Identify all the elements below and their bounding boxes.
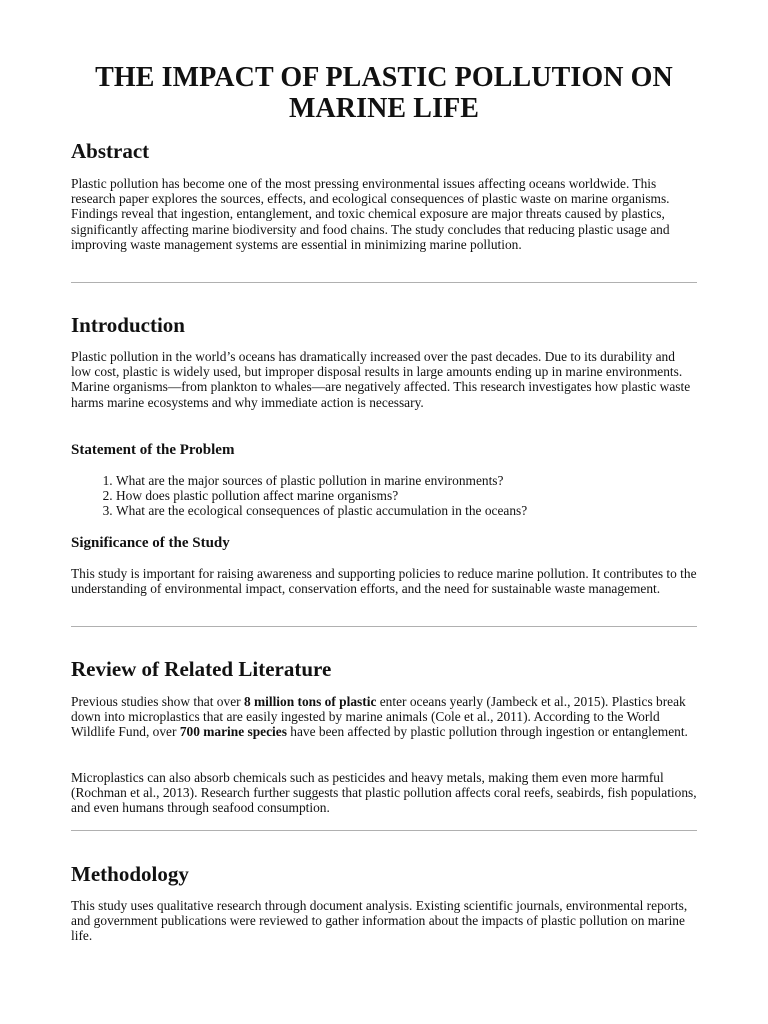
introduction-text: Plastic pollution in the world’s oceans has dramatically increased over the past decades. Due to its durability and low cost, plastic is widely used, but improper disposal results in large amounts ending up in marine environments. Marine organisms—from plankton to whales—are negatively affected. This research investigates how plastic waste harms marine ecosystems and why immediate action is necessary.	[71, 349, 691, 410]
literature-text: enter oceans yearly (Jambeck et al., 2015). Plastics break down into microplastics that are easily ingested by marine animals (Cole et al., 2011). According to the World Wildlife Fund, over	[71, 694, 686, 740]
abstract-text: Plastic pollution has become one of the most pressing environmental issues affecting oceans worldwide. This research paper explores the sources, effects, and ecological consequences of plastic waste on marine organisms. Findings reveal that ingestion, entanglement, and toxic chemical exposure are major threats caused by plastics, significantly affecting marine biodiversity and food chains. The study concludes that reducing plastic usage and improving waste management systems are essential in minimizing marine pollution.	[71, 176, 670, 252]
literature-text: Previous studies show that over	[71, 694, 244, 709]
section-divider	[71, 282, 697, 283]
literature-heading: Review of Related Literature	[71, 657, 332, 681]
significance-heading: Significance of the Study	[71, 535, 230, 551]
highlight-species-count: 700 marine species	[179, 724, 287, 740]
significance-text: This study is important for raising awareness and supporting policies to reduce marine pollution. It contributes to the understanding of environmental impact, conservation efforts, and the need for sustainable waste management.	[71, 566, 697, 597]
introduction-heading: Introduction	[71, 313, 185, 337]
methodology-text: This study uses qualitative research through document analysis. Existing scientific journals, environmental reports, and government publications were reviewed to gather information about the impacts of plastic pollution on marine life.	[71, 898, 688, 944]
paper-title: THE IMPACT OF PLASTIC POLLUTION ON MARINE LIFE	[95, 62, 673, 124]
section-divider	[71, 626, 697, 627]
list-item: 3. What are the ecological consequences of plastic accumulation in the oceans?	[116, 503, 697, 518]
problem-heading: Statement of the Problem	[71, 442, 235, 458]
list-item: 1. What are the major sources of plastic pollution in marine environments?	[116, 473, 697, 488]
literature-text: have been affected by plastic pollution through ingestion or entanglement.	[286, 724, 688, 740]
section-divider	[71, 830, 697, 831]
literature-paragraph-1	[71, 694, 697, 740]
list-item: 2. How does plastic pollution affect marine organisms?	[116, 488, 697, 503]
abstract-heading: Abstract	[71, 139, 150, 163]
highlight-plastic-tonnage: 8 million tons of plastic	[243, 694, 377, 709]
methodology-heading: Methodology	[71, 862, 189, 886]
literature-paragraph-2: Microplastics can also absorb chemicals such as pesticides and heavy metals, making them even more harmful (Rochman et al., 2013). Research further suggests that plastic pollution affects coral reefs, seabirds, fish populations, and even humans through seafood consumption.	[71, 770, 697, 816]
problem-list	[71, 473, 697, 519]
